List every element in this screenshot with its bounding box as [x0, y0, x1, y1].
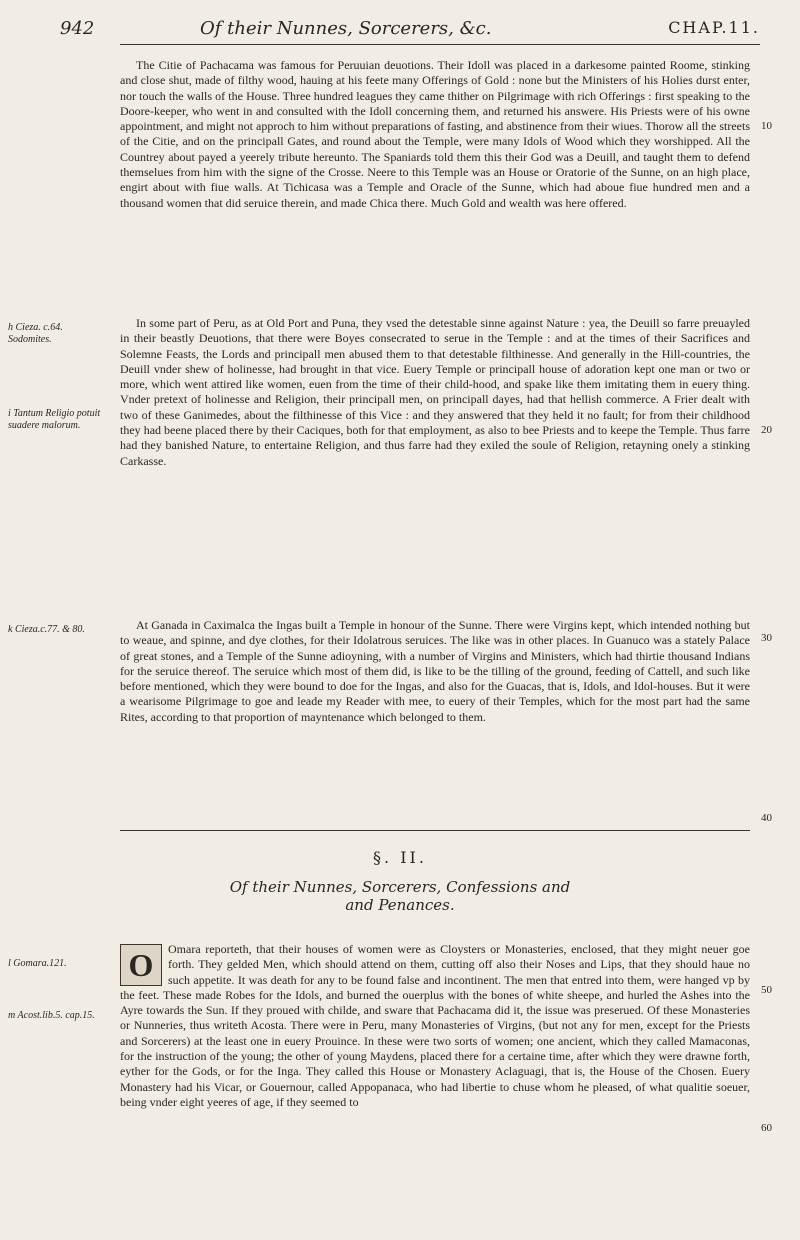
- main-text-column-2: [120, 316, 750, 469]
- section-title-line-2: and Penances.: [345, 896, 455, 914]
- running-title: Of their Nunnes, Sorcerers, &c.: [200, 18, 492, 39]
- margin-note-acosta: m Acost.lib.5. cap.15.: [8, 1010, 95, 1021]
- main-text-column-3: [120, 618, 750, 725]
- section-title: [0, 878, 800, 914]
- line-number: 30: [761, 632, 772, 644]
- line-number: 10: [761, 120, 772, 132]
- section-title-line-1: Of their Nunnes, Sorcerers, Confessions and: [229, 878, 571, 896]
- line-number: 40: [761, 812, 772, 824]
- paragraph-pachacama: The Citie of Pachacama was famous for Peruuian deuotions. Their Idoll was placed in a darkesome painted Roome, stinking and close shut, made of filthy wood, hauing at his feete many Offerings of Gold : none but the Ministers of his Holies durst enter, nor touch the walls of the House. Three hundred leagues they came thither on Pilgrimage with rich Offerings : first speaking to the Doore-keeper, who went in and consulted with the Idoll concerning them, and returned his answere. His Priests were of his owne appointment, and might not approch to him without preparations of fasting, and abstinence from their wiues. Thorow all the streets of the Citie, and on the principall Gates, and round about the Temple, were many Idols of Wood which they worshipped. All the Countrey about payed a yeerely tribute hereunto. The Spaniards told them this their God was a Deuill, and taught them to defend themselues from him with the signe of the Crosse. Neere to this Temple was an House or Oratorie of the Sunne, on an high place, engirt about with fiue walls. At Tichicasa was a Temple and Oracle of the Sunne, which had aboue fiue hundred men and a thousand women that did seruice therein, and made Chica there. Much Gold and wealth was here offered.: [120, 58, 750, 210]
- chapter-label: CHAP.11.: [668, 18, 760, 37]
- section-body: [120, 942, 750, 1110]
- margin-note-gomara: l Gomara.121.: [8, 958, 67, 969]
- page-number: 942: [60, 18, 95, 39]
- paragraph-virgins: At Ganada in Caximalca the Ingas built a Temple in honour of the Sunne. There were Virgins kept, which intended nothing but to weaue, and spinne, and dye clothes, for their Idolatrous seruices. The like was in other places. In Guanuco was a stately Palace of great stones, and a Temple of the Sunne adioyning, with a number of Virgins and Ministers, which had thirtie thousand Indians for the seruice thereof. The seruice which most of them did, is like to be the tilling of the ground, feeding of Cattell, and such like before mentioned, which they were bound to doe for the Ingas, and also for the Guacas, that is, Idols, and Idol-houses. But it were a wearisome Pilgrimage to goe and leade my Reader with mee, to euery of their Temples, which for the most part had the same Rites, according to that proportion of mayntenance which belonged to them.: [120, 618, 750, 724]
- line-number: 60: [761, 1122, 772, 1134]
- drop-cap-letter: O: [120, 944, 162, 986]
- line-number: 20: [761, 424, 772, 436]
- line-number: 50: [761, 984, 772, 996]
- margin-note-cieza: h Cieza. c.64. Sodomites.: [8, 322, 63, 345]
- main-text-column: [120, 58, 750, 211]
- margin-note-tantum: i Tantum Religio potuit suadere malorum.: [8, 408, 101, 431]
- section-rule: [120, 830, 750, 831]
- section-mark: §. II.: [373, 848, 427, 867]
- margin-note-cieza-77: k Cieza.c.77. & 80.: [8, 624, 85, 635]
- page-header: [60, 12, 760, 42]
- paragraph-sodomites: In some part of Peru, as at Old Port and Puna, they vsed the detestable sinne against Nature : yea, the Deuill so farre preuayled in their beastly Deuotions, that there were Boyes consecrated to serue in the Temple : and at the times of their Sacrifices and Solemne Feasts, the Lords and principall men abused them to that detestable filthinesse. And generally in the Hill-countries, the Deuill vnder shew of holinesse, had brought in that vice. Euery Temple or principall house of adoration kept one man or two or more, which went attired like women, euen from the time of their child-hood, and spake like them imitating them in euery thing. Vnder pretext of holinesse and Religion, their principall men, on principall dayes, had that hellish commerce. A Frier dealt with two of these Ganimedes, about the filthinesse of this Vice : and they answered that they held it no fault; for from their childhood they had beene placed there by their Caciques, both for that employment, as also to bee Priests and to keepe the Temple. Thus farre had they banished Nature, to entertaine Religion, and thus farre had they exiled the soule of Religion, retayning onely a stinking Carkasse.: [120, 316, 750, 468]
- header-rule: [120, 44, 760, 45]
- paragraph-monasteries: Omara reporteth, that their houses of women were as Cloysters or Monasteries, enclosed, that they might neuer goe forth. They gelded Men, which should attend on them, cutting off also their Noses and Lips, that they should haue no such appetite. It was death for any to be found false and incontinent. The men that entred into them, were hanged vp by the feet. These made Robes for the Idols, and burned the ouerplus with the bones of white sheepe, and hurled the Ashes into the Ayre towards the Sun. If they proued with childe, and sware that Pachacama did it, the issue was preserued. Of these Monasteries or Nunneries, thus writeth Acosta. There were in Peru, many Monasteries of Virgins, (but not any for men, except for the Priests and Sorcerers) at the least one in euery Prouince. In these were two sorts of women; one ancient, which they called Mamaconas, for the instruction of the young; the other of young Maydens, placed there for a certaine time, after which they were drawne forth, eyther for the Gods, or for the Inga. They called this House or Monastery Aclaguagi, that is, the House of the Chosen. Euery Monastery had his Vicar, or Gouernour, called Appopanaca, who had libertie to chuse whom he pleased, of what qualitie soeuer, being vnder eight yeeres of age, if they seemed to: [120, 942, 750, 1109]
